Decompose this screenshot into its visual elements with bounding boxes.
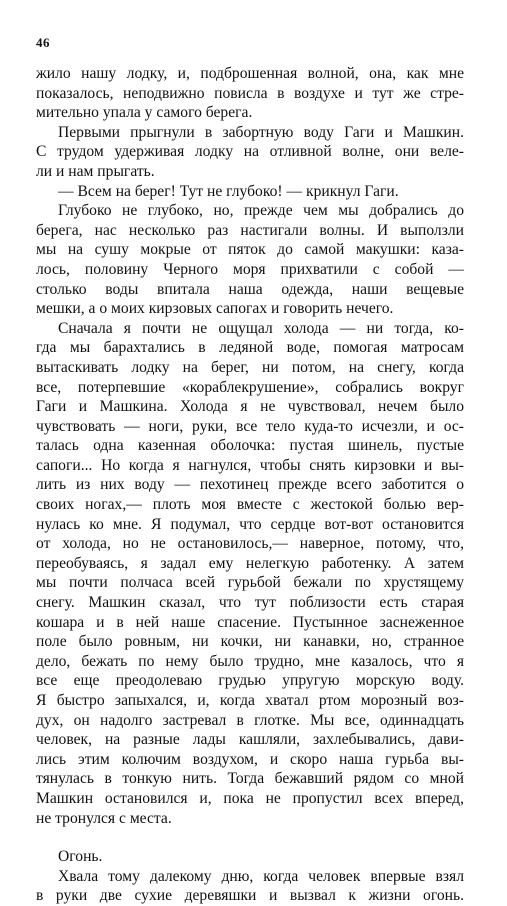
text-line: Гаги и Машкина. Холода я не чувствовал, нечем было <box>36 398 464 416</box>
text-line: чувствовать — ноги, руки, все тело куда-то исчезли, и ос- <box>36 417 464 435</box>
text-line: Хвала тому далекому дню, когда человек впервые взял <box>58 867 464 885</box>
text-line: все еще преодолеваю грудью упругую морскую воду. <box>36 672 464 690</box>
paragraph-gap <box>36 828 464 847</box>
text-line: дух, он надолго застревал в глотке. Мы все, одиннадцать <box>36 711 464 729</box>
text-line: лось, половину Черного моря прихватили с собой — <box>36 260 464 278</box>
text-line: Первыми прыгнули в забортную воду Гаги и Машкин. <box>58 123 464 141</box>
text-line: мешки, а о моих кирзовых сапогах и говорить нечего. <box>36 300 394 318</box>
text-line: тянулась в тонкую нить. Тогда бежавший рядом со мной <box>36 770 464 788</box>
text-line: человек, на разные лады кашляли, захлебывались, дави- <box>36 731 464 749</box>
text-line: Машкин остановился и, пока не пропустил всех вперед, <box>36 789 464 807</box>
text-line: кошара и в ней наше спасение. Пустынное заснеженное <box>36 613 464 631</box>
text-line: лись этим колючим воздухом, и скоро наша гурьба вы- <box>36 750 464 768</box>
text-line: показалось, неподвижно повисла в воздухе и тут же стре- <box>36 84 464 102</box>
text-line: Глубоко не глубоко, но, прежде чем мы добрались до <box>58 202 464 220</box>
page-number: 46 <box>36 35 50 50</box>
text-line: поле было ровным, ни кочки, ни канавки, но, странное <box>36 633 464 651</box>
text-line: дело, бежать по нему было трудно, мне казалось, что я <box>36 652 464 670</box>
paragraph <box>36 867 464 906</box>
text-line: все, потерпевшие «кораблекрушение», собрались вокруг <box>36 378 464 396</box>
text-line: сапоги... Но когда я нагнулся, чтобы снять кирзовки и вы- <box>36 456 464 474</box>
text-line: своих ногах,— плоть моя вместе с жестокой болью вер- <box>36 496 464 514</box>
text-line: мы почти полчаса всей гурьбой бежали по хрустящему <box>36 574 464 592</box>
body-text <box>36 64 464 906</box>
text-line: гда мы барахтались в ледяной воде, помогая матросам <box>36 339 464 357</box>
text-line: С трудом удерживая лодку на отливной волне, они веле- <box>36 143 464 161</box>
text-line: Сначала я почти не ощущал холода — ни тогда, ко- <box>58 319 464 337</box>
text-line: вытаскивать лодку на берег, ни потом, на снегу, когда <box>36 358 464 376</box>
paragraph <box>36 64 464 123</box>
paragraph <box>36 123 464 182</box>
paragraph <box>36 847 464 867</box>
text-line: от холода, но не остановилось,— наверное, потому, что, <box>36 535 464 553</box>
text-line: в руки две сухие деревяшки и вызвал к жизни огонь. <box>36 887 464 905</box>
text-line: нулась ко мне. Я подумал, что сердце вот-вот остановится <box>36 515 464 533</box>
text-line: снегу. Машкин сказал, что тут поблизости есть старая <box>36 594 464 612</box>
text-line: не тронулся с места. <box>36 809 172 827</box>
text-line: — Всем на берег! Тут не глубоко! — крикнул Гаги. <box>58 182 399 200</box>
paragraph <box>36 182 464 202</box>
text-line: мительно упала у самого берега. <box>36 104 253 122</box>
text-line: талась одна казенная оболочка: пустая шинель, пустые <box>36 437 464 455</box>
text-line: мы на сушу мокрые от пяток до самой макушки: каза- <box>36 241 464 259</box>
text-line: ли и нам прыгать. <box>36 162 155 180</box>
text-line: лить из них воду — пехотинец прежде всего заботится о <box>36 476 464 494</box>
text-line: Огонь. <box>58 848 103 866</box>
text-line: берега, нас несколько раз настигали волны. И выползли <box>36 221 464 239</box>
paragraph <box>36 319 464 828</box>
text-line: жило нашу лодку, и, подброшенная волной, она, как мне <box>36 65 464 82</box>
text-line: Я быстро запыхался, и, когда хватал ртом морозный воз- <box>36 692 464 709</box>
paragraph <box>36 201 464 319</box>
text-line: столько воды впитала наша одежда, наши вещевые <box>36 280 464 298</box>
text-line: переобуваясь, я задал ему нелегкую работенку. А затем <box>36 554 464 572</box>
